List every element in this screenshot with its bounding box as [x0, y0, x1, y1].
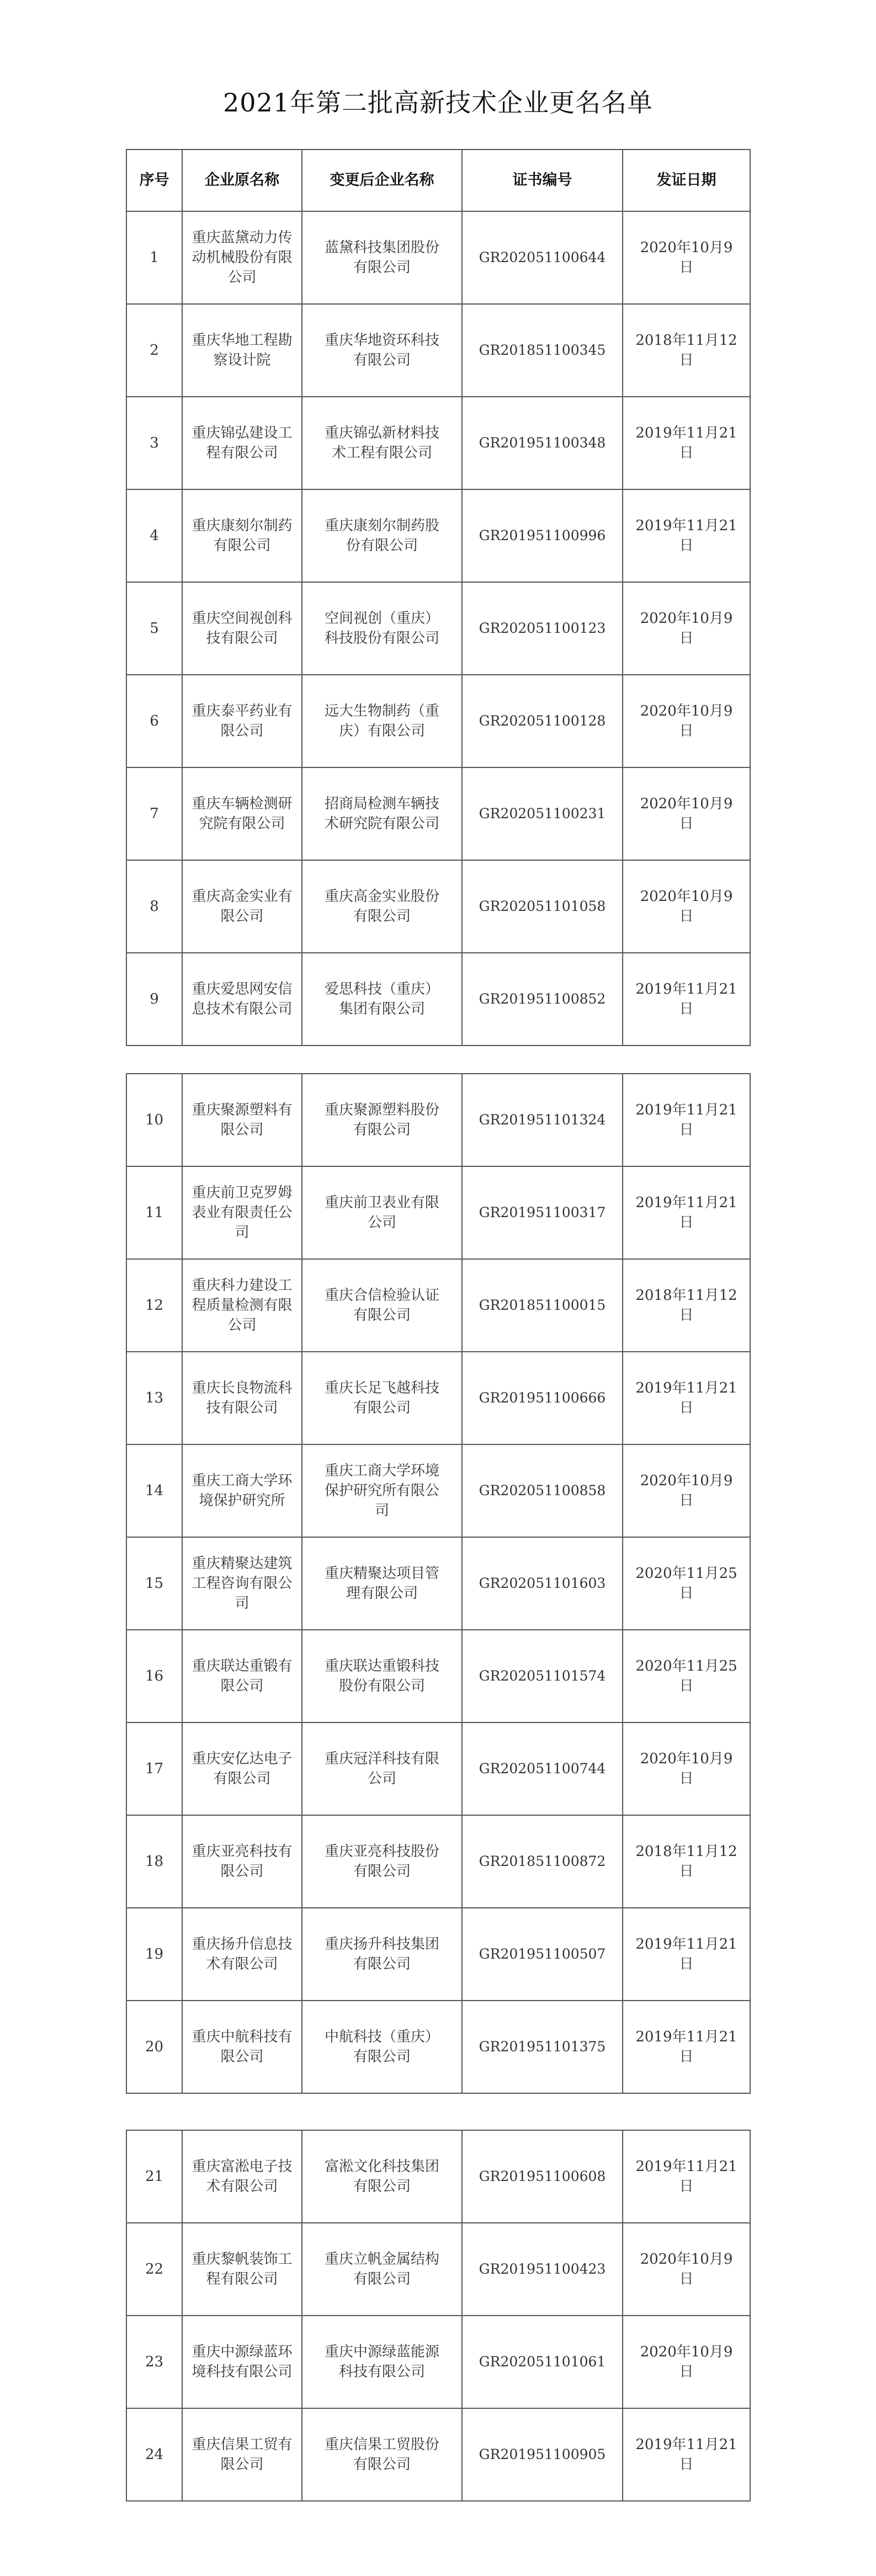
- new-name-cell: 重庆立帆金属结构有限公司: [302, 2223, 462, 2316]
- new-name-cell: 重庆聚源塑料股份有限公司: [302, 1074, 462, 1166]
- table-row: [126, 1259, 750, 1352]
- table-row: [126, 1074, 750, 1166]
- cert-number-cell: GR201951100317: [462, 1166, 623, 1259]
- issue-date-cell: 2019年11月21日: [623, 2001, 750, 2093]
- row-number: 24: [126, 2408, 182, 2501]
- issue-date-cell: 2020年10月9日: [623, 675, 750, 767]
- original-name-cell: 重庆安亿达电子有限公司: [182, 1722, 302, 1815]
- original-name-cell: 重庆爱思网安信息技术有限公司: [182, 953, 302, 1046]
- original-name-cell: 重庆蓝黛动力传动机械股份有限公司: [182, 211, 302, 304]
- table-row: [126, 582, 750, 675]
- issue-date-cell: 2018年11月12日: [623, 1259, 750, 1352]
- original-name-cell: 重庆长良物流科技有限公司: [182, 1352, 302, 1444]
- company-rename-table-continued: [126, 1073, 751, 2094]
- table-row: [126, 953, 750, 1046]
- new-name-cell: 招商局检测车辆技术研究院有限公司: [302, 767, 462, 860]
- cert-number-cell: GR202051101603: [462, 1537, 623, 1630]
- issue-date-cell: 2019年11月21日: [623, 1908, 750, 2001]
- issue-date-cell: 2020年10月9日: [623, 2223, 750, 2316]
- original-name-cell: 重庆黎帆装饰工程有限公司: [182, 2223, 302, 2316]
- company-rename-table: [126, 149, 751, 1046]
- original-name-cell: 重庆前卫克罗姆表业有限责任公司: [182, 1166, 302, 1259]
- new-name-cell: 重庆长足飞越科技有限公司: [302, 1352, 462, 1444]
- cert-number-cell: GR202051100858: [462, 1444, 623, 1537]
- original-name-cell: 重庆联达重锻有限公司: [182, 1630, 302, 1722]
- cert-number-cell: GR202051100744: [462, 1722, 623, 1815]
- cert-number-cell: GR201851100872: [462, 1815, 623, 1908]
- new-name-cell: 重庆合信检验认证有限公司: [302, 1259, 462, 1352]
- cert-number-cell: GR201951100348: [462, 397, 623, 489]
- cert-number-cell: GR202051100123: [462, 582, 623, 675]
- cert-number-cell: GR201851100345: [462, 304, 623, 397]
- table-row: [126, 211, 750, 304]
- table-header-row: [126, 150, 750, 211]
- new-name-cell: 重庆康刻尔制药股份有限公司: [302, 489, 462, 582]
- new-name-cell: 远大生物制药（重庆）有限公司: [302, 675, 462, 767]
- cert-number-cell: GR201951100666: [462, 1352, 623, 1444]
- cert-number-cell: GR202051101574: [462, 1630, 623, 1722]
- cert-number-cell: GR201951100608: [462, 2130, 623, 2223]
- header-issue-date: 发证日期: [623, 150, 750, 211]
- table-row: [126, 2316, 750, 2408]
- row-number: 18: [126, 1815, 182, 1908]
- row-number: 9: [126, 953, 182, 1046]
- issue-date-cell: 2018年11月12日: [623, 1815, 750, 1908]
- table-row: [126, 489, 750, 582]
- header-original-name: 企业原名称: [182, 150, 302, 211]
- table-row: [126, 767, 750, 860]
- row-number: 7: [126, 767, 182, 860]
- issue-date-cell: 2019年11月21日: [623, 2130, 750, 2223]
- issue-date-cell: 2018年11月12日: [623, 304, 750, 397]
- cert-number-cell: GR202051101061: [462, 2316, 623, 2408]
- original-name-cell: 重庆泰平药业有限公司: [182, 675, 302, 767]
- table-row: [126, 860, 750, 953]
- row-number: 16: [126, 1630, 182, 1722]
- new-name-cell: 富淞文化科技集团有限公司: [302, 2130, 462, 2223]
- row-number: 2: [126, 304, 182, 397]
- original-name-cell: 重庆扬升信息技术有限公司: [182, 1908, 302, 2001]
- company-rename-table-continued: [126, 2130, 751, 2502]
- issue-date-cell: 2020年10月9日: [623, 1444, 750, 1537]
- original-name-cell: 重庆锦弘建设工程有限公司: [182, 397, 302, 489]
- new-name-cell: 重庆精聚达项目管理有限公司: [302, 1537, 462, 1630]
- table-row: [126, 1815, 750, 1908]
- original-name-cell: 重庆中航科技有限公司: [182, 2001, 302, 2093]
- table-row: [126, 2001, 750, 2093]
- issue-date-cell: 2020年10月9日: [623, 2316, 750, 2408]
- original-name-cell: 重庆空间视创科技有限公司: [182, 582, 302, 675]
- issue-date-cell: 2019年11月21日: [623, 489, 750, 582]
- row-number: 12: [126, 1259, 182, 1352]
- table-row: [126, 1630, 750, 1722]
- table-row: [126, 1352, 750, 1444]
- cert-number-cell: GR202051100231: [462, 767, 623, 860]
- cert-number-cell: GR201951101375: [462, 2001, 623, 2093]
- new-name-cell: 重庆中源绿蓝能源科技有限公司: [302, 2316, 462, 2408]
- original-name-cell: 重庆华地工程勘察设计院: [182, 304, 302, 397]
- header-no: 序号: [126, 150, 182, 211]
- row-number: 14: [126, 1444, 182, 1537]
- cert-number-cell: GR201951101324: [462, 1074, 623, 1166]
- row-number: 6: [126, 675, 182, 767]
- row-number: 1: [126, 211, 182, 304]
- issue-date-cell: 2019年11月21日: [623, 2408, 750, 2501]
- new-name-cell: 蓝黛科技集团股份有限公司: [302, 211, 462, 304]
- new-name-cell: 空间视创（重庆）科技股份有限公司: [302, 582, 462, 675]
- row-number: 8: [126, 860, 182, 953]
- original-name-cell: 重庆信果工贸有限公司: [182, 2408, 302, 2501]
- new-name-cell: 重庆前卫表业有限公司: [302, 1166, 462, 1259]
- table-row: [126, 675, 750, 767]
- row-number: 13: [126, 1352, 182, 1444]
- original-name-cell: 重庆亚亮科技有限公司: [182, 1815, 302, 1908]
- original-name-cell: 重庆科力建设工程质量检测有限公司: [182, 1259, 302, 1352]
- new-name-cell: 重庆扬升科技集团有限公司: [302, 1908, 462, 2001]
- row-number: 4: [126, 489, 182, 582]
- new-name-cell: 重庆华地资环科技有限公司: [302, 304, 462, 397]
- cert-number-cell: GR202051100644: [462, 211, 623, 304]
- cert-number-cell: GR201951100507: [462, 1908, 623, 2001]
- row-number: 21: [126, 2130, 182, 2223]
- table-row: [126, 2130, 750, 2223]
- table-row: [126, 304, 750, 397]
- table-row: [126, 1908, 750, 2001]
- table-row: [126, 1537, 750, 1630]
- issue-date-cell: 2020年10月9日: [623, 860, 750, 953]
- new-name-cell: 重庆亚亮科技股份有限公司: [302, 1815, 462, 1908]
- cert-number-cell: GR201851100015: [462, 1259, 623, 1352]
- original-name-cell: 重庆康刻尔制药有限公司: [182, 489, 302, 582]
- original-name-cell: 重庆工商大学环境保护研究所: [182, 1444, 302, 1537]
- header-cert-no: 证书编号: [462, 150, 623, 211]
- row-number: 5: [126, 582, 182, 675]
- issue-date-cell: 2019年11月21日: [623, 397, 750, 489]
- new-name-cell: 重庆锦弘新材料技术工程有限公司: [302, 397, 462, 489]
- issue-date-cell: 2020年10月9日: [623, 1722, 750, 1815]
- issue-date-cell: 2019年11月21日: [623, 1166, 750, 1259]
- table-row: [126, 2223, 750, 2316]
- issue-date-cell: 2019年11月21日: [623, 1352, 750, 1444]
- original-name-cell: 重庆聚源塑料有限公司: [182, 1074, 302, 1166]
- new-name-cell: 中航科技（重庆）有限公司: [302, 2001, 462, 2093]
- table-row: [126, 1722, 750, 1815]
- new-name-cell: 重庆高金实业股份有限公司: [302, 860, 462, 953]
- row-number: 3: [126, 397, 182, 489]
- row-number: 23: [126, 2316, 182, 2408]
- row-number: 10: [126, 1074, 182, 1166]
- issue-date-cell: 2020年10月9日: [623, 211, 750, 304]
- new-name-cell: 爱思科技（重庆）集团有限公司: [302, 953, 462, 1046]
- cert-number-cell: GR202051100128: [462, 675, 623, 767]
- cert-number-cell: GR201951100852: [462, 953, 623, 1046]
- issue-date-cell: 2020年11月25日: [623, 1537, 750, 1630]
- original-name-cell: 重庆高金实业有限公司: [182, 860, 302, 953]
- issue-date-cell: 2019年11月21日: [623, 1074, 750, 1166]
- new-name-cell: 重庆工商大学环境保护研究所有限公司: [302, 1444, 462, 1537]
- original-name-cell: 重庆中源绿蓝环境科技有限公司: [182, 2316, 302, 2408]
- header-new-name: 变更后企业名称: [302, 150, 462, 211]
- issue-date-cell: 2020年10月9日: [623, 582, 750, 675]
- issue-date-cell: 2020年11月25日: [623, 1630, 750, 1722]
- cert-number-cell: GR201951100996: [462, 489, 623, 582]
- table-row: [126, 1166, 750, 1259]
- cert-number-cell: GR202051101058: [462, 860, 623, 953]
- new-name-cell: 重庆冠洋科技有限公司: [302, 1722, 462, 1815]
- original-name-cell: 重庆车辆检测研究院有限公司: [182, 767, 302, 860]
- original-name-cell: 重庆精聚达建筑工程咨询有限公司: [182, 1537, 302, 1630]
- original-name-cell: 重庆富淞电子技术有限公司: [182, 2130, 302, 2223]
- cert-number-cell: GR201951100905: [462, 2408, 623, 2501]
- table-row: [126, 397, 750, 489]
- row-number: 17: [126, 1722, 182, 1815]
- row-number: 19: [126, 1908, 182, 2001]
- page-title: 2021年第二批高新技术企业更名名单: [222, 88, 654, 118]
- row-number: 11: [126, 1166, 182, 1259]
- new-name-cell: 重庆信果工贸股份有限公司: [302, 2408, 462, 2501]
- row-number: 22: [126, 2223, 182, 2316]
- row-number: 15: [126, 1537, 182, 1630]
- issue-date-cell: 2020年10月9日: [623, 767, 750, 860]
- issue-date-cell: 2019年11月21日: [623, 953, 750, 1046]
- new-name-cell: 重庆联达重锻科技股份有限公司: [302, 1630, 462, 1722]
- table-row: [126, 1444, 750, 1537]
- row-number: 20: [126, 2001, 182, 2093]
- table-row: [126, 2408, 750, 2501]
- cert-number-cell: GR201951100423: [462, 2223, 623, 2316]
